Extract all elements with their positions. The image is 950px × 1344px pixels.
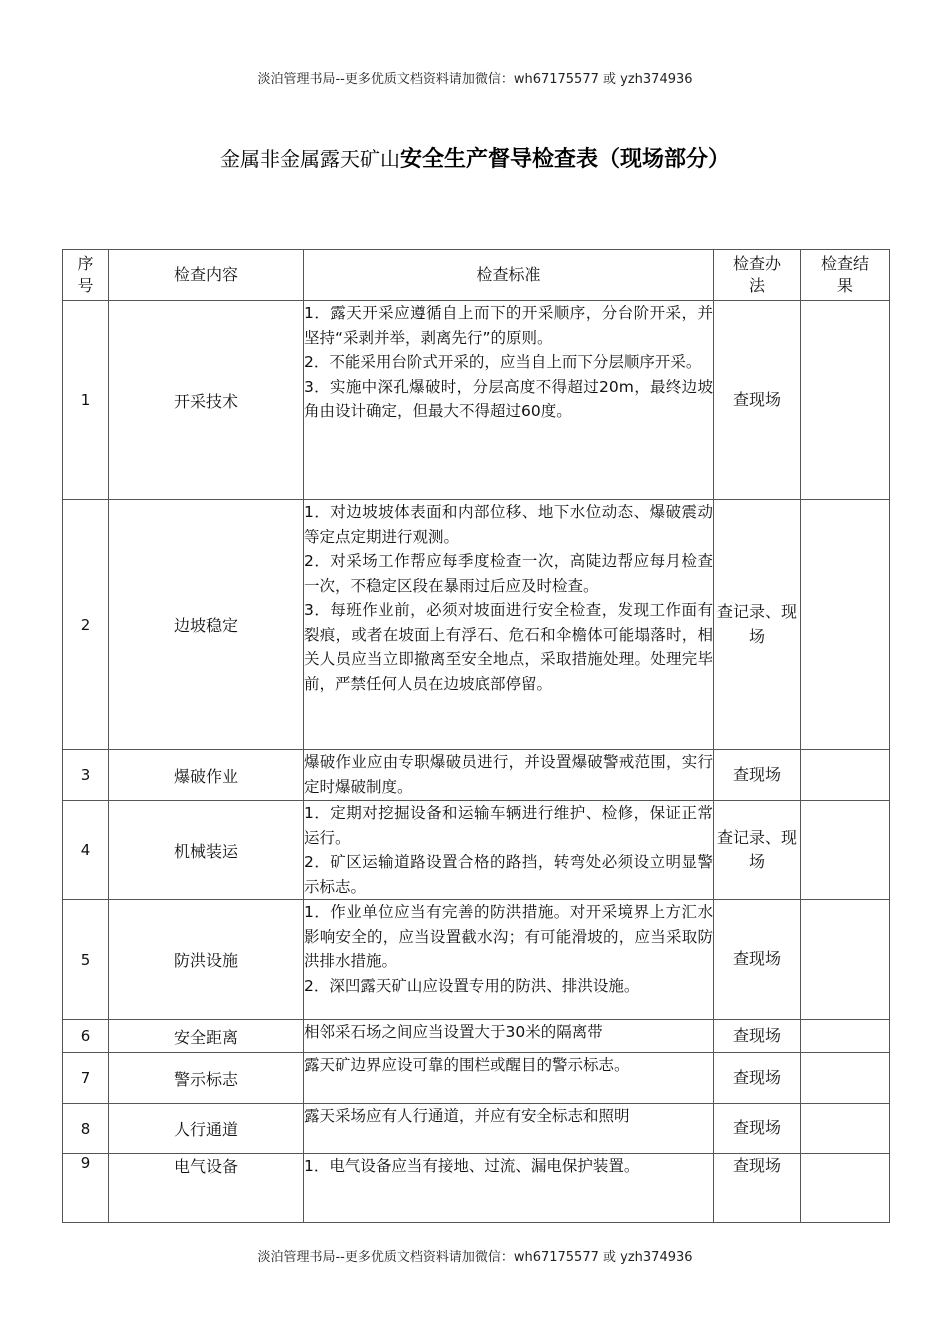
row-number: 9 [63,1154,109,1223]
row-number: 6 [63,1020,109,1053]
check-result [801,900,890,1020]
check-standard [304,301,714,500]
table-row [63,1104,890,1154]
check-result [801,1154,890,1223]
table-row [63,750,890,801]
table-row [63,1020,890,1053]
check-standard [304,750,714,801]
check-standard [304,801,714,900]
check-item: 开采技术 [109,301,304,500]
check-result [801,1053,890,1104]
check-method: 查现场 [714,750,801,801]
document-title [0,142,950,173]
table-row [63,301,890,500]
col-header-method: 检查办法 [714,250,801,301]
check-standard [304,500,714,750]
check-method: 查记录、现场 [714,500,801,750]
standard-line: 2．不能采用台阶式开采的，应当自上而下分层顺序开采。 [304,353,702,371]
check-item: 警示标志 [109,1053,304,1104]
check-method: 查现场 [714,1104,801,1154]
check-method: 查现场 [714,1020,801,1053]
table-header-row [63,250,890,301]
title-prefix: 金属非金属露天矿山 [219,147,400,171]
page-header: 淡泊管理书局--更多优质文档资料请加微信：wh67175577 或 yzh374936 [257,72,693,87]
check-result [801,500,890,750]
col-header-standard: 检查标准 [304,250,714,301]
row-number: 3 [63,750,109,801]
standard-line: 3．实施中深孔爆破时，分层高度不得超过20m，最终边坡角由设计确定，但最大不得超过60度。 [304,377,713,420]
standard-line: 1．电气设备应当有接地、过流、漏电保护装置。 [304,1157,640,1175]
standard-line: 相邻采石场之间应当设置大于30米的隔离带 [304,1023,603,1041]
standard-line: 露天矿边界应设可靠的围栏或醒目的警示标志。 [304,1056,630,1074]
check-standard [304,900,714,1020]
col-header-item: 检查内容 [109,250,304,301]
standard-line: 露天采场应有人行通道，并应有安全标志和照明 [304,1107,630,1125]
row-number: 7 [63,1053,109,1104]
table-row [63,1154,890,1223]
row-number: 5 [63,900,109,1020]
standard-line: 1．露天开采应遵循自上而下的开采顺序，分台阶开采，并坚持“采剥并举，剥离先行”的原则。 [304,304,713,347]
table-row [63,801,890,900]
check-item: 机械装运 [109,801,304,900]
row-number: 1 [63,301,109,500]
check-result [801,1104,890,1154]
check-item: 人行通道 [109,1104,304,1154]
col-header-no: 序号 [63,250,109,301]
row-number: 8 [63,1104,109,1154]
table-row [63,1053,890,1104]
check-standard [304,1053,714,1104]
check-item: 爆破作业 [109,750,304,801]
row-number: 2 [63,500,109,750]
inspection-table [62,249,890,1223]
check-item: 边坡稳定 [109,500,304,750]
check-method: 查现场 [714,900,801,1020]
check-item: 防洪设施 [109,900,304,1020]
page-footer: 淡泊管理书局--更多优质文档资料请加微信：wh67175577 或 yzh374936 [257,1250,693,1265]
standard-line: 爆破作业应由专职爆破员进行，并设置爆破警戒范围，实行定时爆破制度。 [304,753,713,796]
check-result [801,750,890,801]
check-item: 安全距离 [109,1020,304,1053]
check-result [801,1020,890,1053]
standard-line: 1．对边坡坡体表面和内部位移、地下水位动态、爆破震动等定点定期进行观测。 [304,503,713,546]
table-row [63,900,890,1020]
row-number: 4 [63,801,109,900]
col-header-result: 检查结果 [801,250,890,301]
check-standard [304,1154,714,1223]
standard-line: 1．定期对挖掘设备和运输车辆进行维护、检修，保证正常运行。 [304,804,713,847]
check-method: 查现场 [714,1053,801,1104]
standard-line: 3．每班作业前，必须对坡面进行安全检查，发现工作面有裂痕，或者在坡面上有浮石、危石和伞檐体可能塌落时，相关人员应当立即撤离至安全地点，采取措施处理。处理完毕前，严禁任何人员在边坡底部停留。 [304,601,713,693]
check-standard [304,1020,714,1053]
check-item: 电气设备 [109,1154,304,1223]
standard-line: 2．矿区运输道路设置合格的路挡，转弯处必须设立明显警示标志。 [304,853,713,896]
check-standard [304,1104,714,1154]
check-method: 查现场 [714,1154,801,1223]
title-main: 安全生产督导检查表（现场部分） [399,147,730,172]
table-row [63,500,890,750]
standard-line: 2．对采场工作帮应每季度检查一次，高陡边帮应每月检查一次，不稳定区段在暴雨过后应及时检查。 [304,552,713,595]
check-result [801,301,890,500]
standard-line: 2．深凹露天矿山应设置专用的防洪、排洪设施。 [304,976,640,995]
standard-line: 1．作业单位应当有完善的防洪措施。对开采境界上方汇水影响安全的，应当设置截水沟；有可能滑坡的，应当采取防洪排水措施。 [304,903,713,970]
check-method: 查现场 [714,301,801,500]
check-result [801,801,890,900]
check-method: 查记录、现场 [714,801,801,900]
